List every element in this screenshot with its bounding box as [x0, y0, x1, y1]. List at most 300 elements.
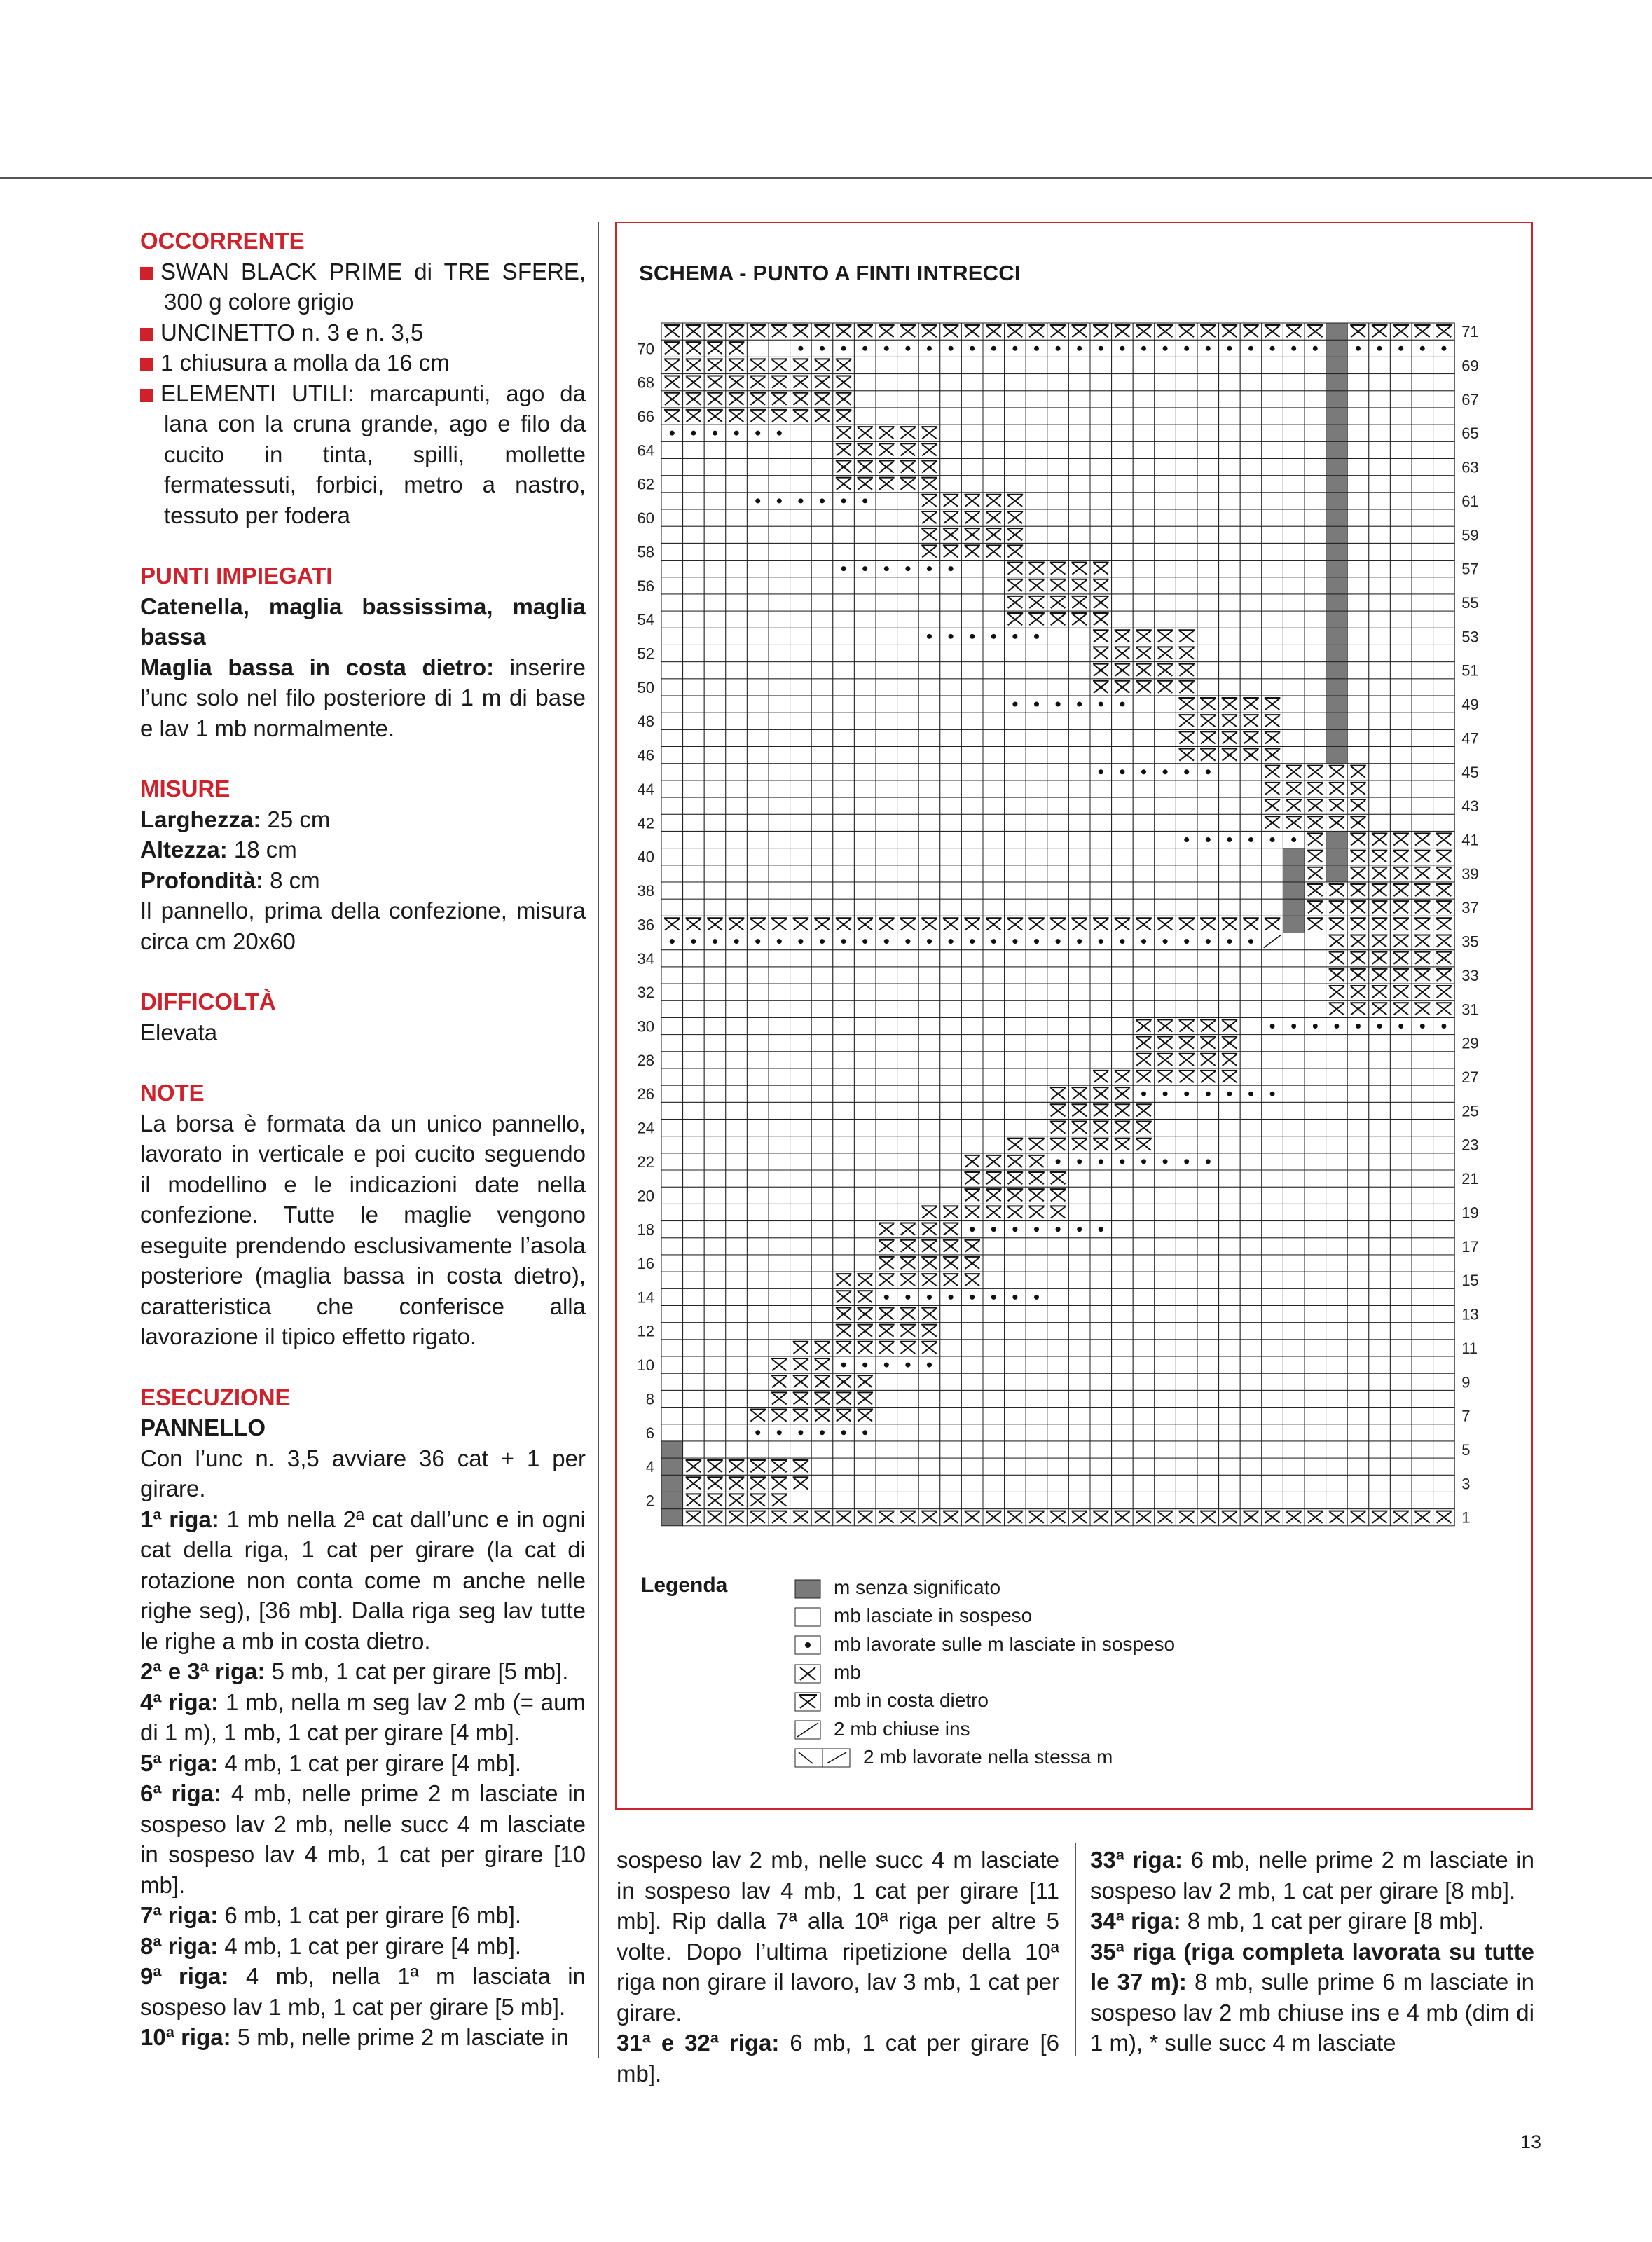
chart-cell	[897, 696, 919, 713]
chart-cell	[1240, 1102, 1262, 1119]
row-number: 30	[637, 1017, 654, 1036]
chart-cell	[661, 1085, 683, 1102]
row-number: 67	[1461, 390, 1479, 408]
chart-cell	[769, 509, 790, 526]
row-number: 34	[637, 949, 654, 968]
chart-cell	[1026, 1458, 1047, 1475]
chart-cell	[1390, 594, 1412, 611]
chart-cell	[1326, 1323, 1348, 1340]
chart-cell	[811, 764, 833, 780]
chart-cell	[961, 1408, 983, 1424]
chart-cell	[854, 1136, 876, 1153]
chart-cell	[1433, 1102, 1455, 1119]
chart-cell	[811, 747, 833, 764]
chart-cell	[769, 747, 790, 764]
dot-mark	[1163, 346, 1168, 351]
chart-cell	[683, 764, 705, 780]
chart-cell	[1283, 713, 1305, 729]
list-item: SWAN BLACK PRIME di TRE SFERE, 300 g colore grigio	[140, 256, 586, 317]
chart-cell	[1026, 1068, 1047, 1085]
chart-cell	[1133, 441, 1155, 458]
chart-cell	[1262, 950, 1283, 967]
chart-cell	[1005, 476, 1026, 493]
chart-cell	[683, 1373, 705, 1390]
paragraph: 7ª riga: 6 mb, 1 cat per girare [6 mb].	[140, 1902, 522, 1928]
chart-cell	[1155, 831, 1176, 848]
chart-cell	[961, 865, 983, 882]
chart-cell	[1305, 476, 1326, 493]
chart-cell	[661, 1068, 683, 1085]
chart-cell	[683, 611, 705, 628]
chart-cell	[790, 814, 812, 831]
chart-cell	[983, 1255, 1005, 1272]
chart-cell	[876, 1017, 897, 1034]
chart-cell	[1390, 560, 1412, 577]
chart-cell	[1390, 577, 1412, 594]
chart-cell	[1347, 543, 1369, 560]
chart-cell	[1068, 1373, 1090, 1390]
chart-cell	[1326, 1187, 1348, 1204]
chart-cell	[1240, 476, 1262, 493]
chart-cell	[1369, 1408, 1391, 1424]
chart-cell	[961, 713, 983, 729]
chart-cell	[661, 1204, 683, 1220]
chart-cell	[1026, 848, 1047, 865]
dot-mark	[862, 1363, 867, 1368]
chart-cell	[1283, 509, 1305, 526]
chart-cell	[811, 831, 833, 848]
chart-cell	[683, 950, 705, 967]
dot-mark	[1056, 939, 1061, 944]
chart-cell	[1283, 679, 1305, 696]
row-number: 18	[637, 1220, 654, 1239]
chart-cell	[769, 1017, 790, 1034]
chart-cell	[1347, 1085, 1369, 1102]
chart-cell	[876, 408, 897, 425]
legend-item	[794, 1689, 989, 1712]
chart-cell	[983, 865, 1005, 882]
chart-cell	[1240, 594, 1262, 611]
chart-cell	[1112, 1340, 1134, 1356]
chart-cell	[1026, 374, 1047, 391]
chart-cell	[918, 747, 940, 764]
chart-cell	[1390, 476, 1412, 493]
row-number: 70	[637, 340, 654, 358]
chart-cell	[1305, 1475, 1326, 1492]
paragraph: Il pannello, prima della confezione, misura circa cm 20x60	[140, 898, 586, 954]
chart-cell	[1305, 1052, 1326, 1068]
chart-cell	[1433, 476, 1455, 493]
chart-cell	[1047, 391, 1069, 408]
chart-cell	[683, 1305, 705, 1322]
chart-cell	[918, 645, 940, 661]
chart-cell	[1369, 1458, 1391, 1475]
chart-cell	[1155, 882, 1176, 899]
chart-cell	[726, 1424, 748, 1441]
stitch-chart	[617, 308, 1527, 1527]
chart-cell	[1155, 594, 1176, 611]
legend-label: mb	[834, 1660, 861, 1683]
chart-cell	[747, 814, 769, 831]
chart-cell	[661, 611, 683, 628]
chart-cell	[683, 1323, 705, 1340]
chart-cell	[854, 848, 876, 865]
chart-cell	[1433, 357, 1455, 373]
chart-cell	[854, 526, 876, 543]
chart-cell	[1240, 1136, 1262, 1153]
chart-cell	[983, 1272, 1005, 1288]
chart-cell	[1305, 747, 1326, 764]
chart-cell	[1155, 526, 1176, 543]
chart-cell	[661, 831, 683, 848]
chart-cell	[1262, 1323, 1283, 1340]
chart-cell	[940, 1068, 962, 1085]
chart-cell	[1240, 1424, 1262, 1441]
chart-cell	[918, 729, 940, 746]
chart-cell	[833, 594, 855, 611]
chart-cell	[769, 1323, 790, 1340]
chart-cell	[897, 374, 919, 391]
chart-cell	[1026, 1255, 1047, 1272]
chart-cell	[1219, 882, 1241, 899]
chart-cell	[1197, 1390, 1219, 1407]
chart-cell	[683, 814, 705, 831]
chart-cell	[1390, 1288, 1412, 1305]
chart-cell	[983, 1475, 1005, 1492]
row-number: 49	[1461, 696, 1479, 714]
chart-cell	[1347, 560, 1369, 577]
chart-cell	[747, 1255, 769, 1272]
dot-mark	[927, 566, 932, 571]
chart-cell	[1347, 441, 1369, 458]
row-number: 31	[1461, 1000, 1479, 1019]
list-item: UNCINETTO n. 3 e n. 3,5	[140, 317, 586, 348]
chart-cell	[854, 1170, 876, 1187]
dot-mark	[670, 939, 675, 944]
chart-cell	[1047, 1052, 1069, 1068]
chart-cell	[1219, 1340, 1241, 1356]
chart-cell	[1283, 1052, 1305, 1068]
chart-cell	[1155, 713, 1176, 729]
chart-cell	[1112, 1170, 1134, 1187]
chart-cell	[1197, 1238, 1219, 1255]
chart-cell	[1219, 899, 1241, 916]
chart-cell	[1026, 1373, 1047, 1390]
chart-cell	[1305, 526, 1326, 543]
chart-cell	[1347, 1475, 1369, 1492]
chart-cell	[983, 611, 1005, 628]
chart-cell	[747, 458, 769, 475]
chart-cell	[1412, 1475, 1433, 1492]
chart-cell	[1005, 1000, 1026, 1017]
chart-cell	[876, 391, 897, 408]
chart-cell	[1412, 764, 1433, 780]
chart-cell	[1283, 645, 1305, 661]
chart-cell	[704, 882, 726, 899]
chart-cell	[1068, 1441, 1090, 1458]
chart-cell	[1005, 1323, 1026, 1340]
chart-cell	[1090, 797, 1112, 814]
chart-cell	[918, 1085, 940, 1102]
chart-cell	[918, 679, 940, 696]
chart-cell	[1369, 1238, 1391, 1255]
row-number: 59	[1461, 526, 1479, 544]
row-number: 52	[637, 645, 654, 663]
chart-cell	[1005, 374, 1026, 391]
chart-cell	[1176, 611, 1197, 628]
chart-cell	[1068, 476, 1090, 493]
chart-cell	[1155, 899, 1176, 916]
chart-cell	[1026, 747, 1047, 764]
chart-cell	[833, 814, 855, 831]
chart-cell	[1283, 882, 1305, 899]
chart-cell	[1047, 374, 1069, 391]
chart-cell	[769, 1204, 790, 1220]
chart-cell	[1176, 1204, 1197, 1220]
chart-cell	[1026, 1238, 1047, 1255]
chart-cell	[1433, 1153, 1455, 1170]
chart-cell	[1133, 425, 1155, 441]
chart-cell	[747, 509, 769, 526]
chart-cell	[1197, 1356, 1219, 1373]
chart-cell	[769, 611, 790, 628]
chart-cell	[726, 577, 748, 594]
chart-cell	[961, 458, 983, 475]
chart-cell	[1390, 1136, 1412, 1153]
chart-cell	[1412, 729, 1433, 746]
chart-cell	[854, 1119, 876, 1136]
chart-cell	[1369, 1119, 1391, 1136]
chart-cell	[1412, 1153, 1433, 1170]
chart-cell	[1090, 476, 1112, 493]
chart-cell	[1262, 577, 1283, 594]
chart-cell	[1197, 1340, 1219, 1356]
chart-cell	[1262, 679, 1283, 696]
chart-cell	[1197, 374, 1219, 391]
chart-cell	[1068, 1424, 1090, 1441]
chart-cell	[1176, 509, 1197, 526]
chart-cell	[1090, 882, 1112, 899]
chart-cell	[1240, 1187, 1262, 1204]
dot-mark	[1184, 837, 1189, 842]
chart-cell	[1155, 1119, 1176, 1136]
chart-cell	[1155, 408, 1176, 425]
chart-cell	[1412, 1408, 1433, 1424]
chart-cell	[1112, 1424, 1134, 1441]
row-number: 62	[637, 475, 654, 493]
dot-mark	[1227, 837, 1232, 842]
chart-cell	[1390, 1340, 1412, 1356]
chart-cell	[769, 967, 790, 984]
chart-cell	[918, 1119, 940, 1136]
chart-cell	[1155, 577, 1176, 594]
chart-cell	[1283, 526, 1305, 543]
chart-cell	[1068, 543, 1090, 560]
chart-cell	[1197, 1373, 1219, 1390]
chart-cell	[769, 1221, 790, 1238]
chart-cell	[1026, 493, 1047, 509]
chart-cell	[683, 645, 705, 661]
chart-cell	[1390, 425, 1412, 441]
chart-cell	[1240, 1255, 1262, 1272]
chart-cell	[833, 729, 855, 746]
chart-cell	[1112, 1288, 1134, 1305]
chart-cell	[661, 1119, 683, 1136]
chart-cell	[747, 1000, 769, 1017]
chart-cell	[983, 408, 1005, 425]
chart-cell	[1262, 1052, 1283, 1068]
chart-cell	[961, 882, 983, 899]
chart-cell	[1390, 1356, 1412, 1373]
chart-cell	[940, 577, 962, 594]
chart-cell	[704, 1068, 726, 1085]
chart-cell	[704, 1119, 726, 1136]
chart-cell	[1305, 1000, 1326, 1017]
chart-grid	[638, 323, 1479, 1527]
chart-cell	[726, 882, 748, 899]
chart-cell	[661, 1035, 683, 1052]
chart-cell	[683, 493, 705, 509]
dot-mark	[1056, 702, 1061, 707]
chart-cell	[1305, 984, 1326, 1000]
chart-cell	[1369, 441, 1391, 458]
chart-cell	[1262, 1458, 1283, 1475]
dot-mark	[1077, 702, 1082, 707]
chart-cell	[1112, 1035, 1134, 1052]
dot-mark	[841, 1430, 846, 1435]
chart-cell	[1369, 1441, 1391, 1458]
chart-cell	[1412, 1356, 1433, 1373]
chart-cell	[961, 797, 983, 814]
chart-cell	[1390, 357, 1412, 373]
chart-cell	[1412, 645, 1433, 661]
chart-cell	[897, 645, 919, 661]
chart-cell	[1005, 967, 1026, 984]
row-number: 68	[637, 373, 654, 392]
chart-cell	[961, 1390, 983, 1407]
chart-cell	[961, 1441, 983, 1458]
chart-cell	[769, 458, 790, 475]
chart-cell	[704, 1390, 726, 1407]
chart-cell	[661, 729, 683, 746]
chart-cell	[790, 780, 812, 797]
chart-cell	[683, 780, 705, 797]
chart-cell	[1433, 764, 1455, 780]
row-number: 40	[637, 848, 654, 866]
chart-cell	[1240, 1288, 1262, 1305]
chart-cell	[1197, 425, 1219, 441]
chart-cell	[1369, 1085, 1391, 1102]
dot-mark	[1034, 1295, 1039, 1300]
chart-cell	[769, 1068, 790, 1085]
dot-mark	[1077, 939, 1082, 944]
chart-cell	[726, 509, 748, 526]
chart-cell	[1068, 1408, 1090, 1424]
chart-cell	[683, 848, 705, 865]
chart-cell	[1262, 967, 1283, 984]
chart-cell	[854, 611, 876, 628]
chart-cell	[1369, 747, 1391, 764]
chart-cell	[683, 1035, 705, 1052]
chart-cell	[1283, 1085, 1305, 1102]
chart-cell	[704, 1272, 726, 1288]
chart-cell	[1047, 458, 1069, 475]
chart-cell	[1262, 611, 1283, 628]
chart-cell	[661, 882, 683, 899]
chart-cell	[1369, 493, 1391, 509]
chart-cell	[854, 1475, 876, 1492]
chart-cell	[983, 357, 1005, 373]
chart-cell	[1047, 831, 1069, 848]
chart-cell	[1197, 679, 1219, 696]
chart-cell	[897, 1102, 919, 1119]
chart-cell	[1112, 543, 1134, 560]
chart-cell	[1005, 1272, 1026, 1288]
chart-cell	[918, 967, 940, 984]
chart-cell	[854, 696, 876, 713]
chart-cell	[683, 797, 705, 814]
chart-cell	[769, 950, 790, 967]
chart-cell	[1412, 1272, 1433, 1288]
chart-cell	[1133, 1187, 1155, 1204]
chart-cell	[1369, 1492, 1391, 1508]
chart-cell	[661, 1356, 683, 1373]
chart-cell	[1176, 476, 1197, 493]
chart-cell	[1412, 1340, 1433, 1356]
chart-cell	[790, 831, 812, 848]
chart-cell	[983, 831, 1005, 848]
dot-mark	[1184, 939, 1189, 944]
chart-cell	[1176, 1475, 1197, 1492]
chart-cell	[1068, 493, 1090, 509]
chart-cell	[704, 1102, 726, 1119]
chart-cell	[1262, 984, 1283, 1000]
chart-cell	[876, 1136, 897, 1153]
chart-cell	[1326, 391, 1348, 408]
chart-cell	[1005, 1305, 1026, 1322]
chart-cell	[1326, 729, 1348, 746]
chart-cell	[790, 1085, 812, 1102]
dot-mark	[1141, 1092, 1146, 1096]
chart-cell	[940, 1390, 962, 1407]
chart-cell	[833, 1000, 855, 1017]
chart-cell	[683, 594, 705, 611]
chart-cell	[1347, 526, 1369, 543]
chart-cell	[918, 594, 940, 611]
chart-cell	[876, 1153, 897, 1170]
chart-cell	[940, 374, 962, 391]
chart-cell	[1133, 1373, 1155, 1390]
chart-cell	[940, 1424, 962, 1441]
chart-cell	[1262, 1136, 1283, 1153]
chart-cell	[876, 493, 897, 509]
chart-cell	[661, 848, 683, 865]
chart-cell	[1197, 1323, 1219, 1340]
dot-mark	[1034, 1227, 1039, 1232]
chart-cell	[1155, 425, 1176, 441]
chart-cell	[1262, 458, 1283, 475]
chart-cell	[726, 1204, 748, 1220]
chart-cell	[940, 357, 962, 373]
chart-cell	[683, 1238, 705, 1255]
chart-cell	[811, 1068, 833, 1085]
chart-cell	[747, 831, 769, 848]
chart-cell	[747, 899, 769, 916]
dot-mark	[1420, 1024, 1425, 1029]
chart-cell	[833, 628, 855, 645]
chart-cell	[1197, 476, 1219, 493]
chart-cell	[1090, 1408, 1112, 1424]
